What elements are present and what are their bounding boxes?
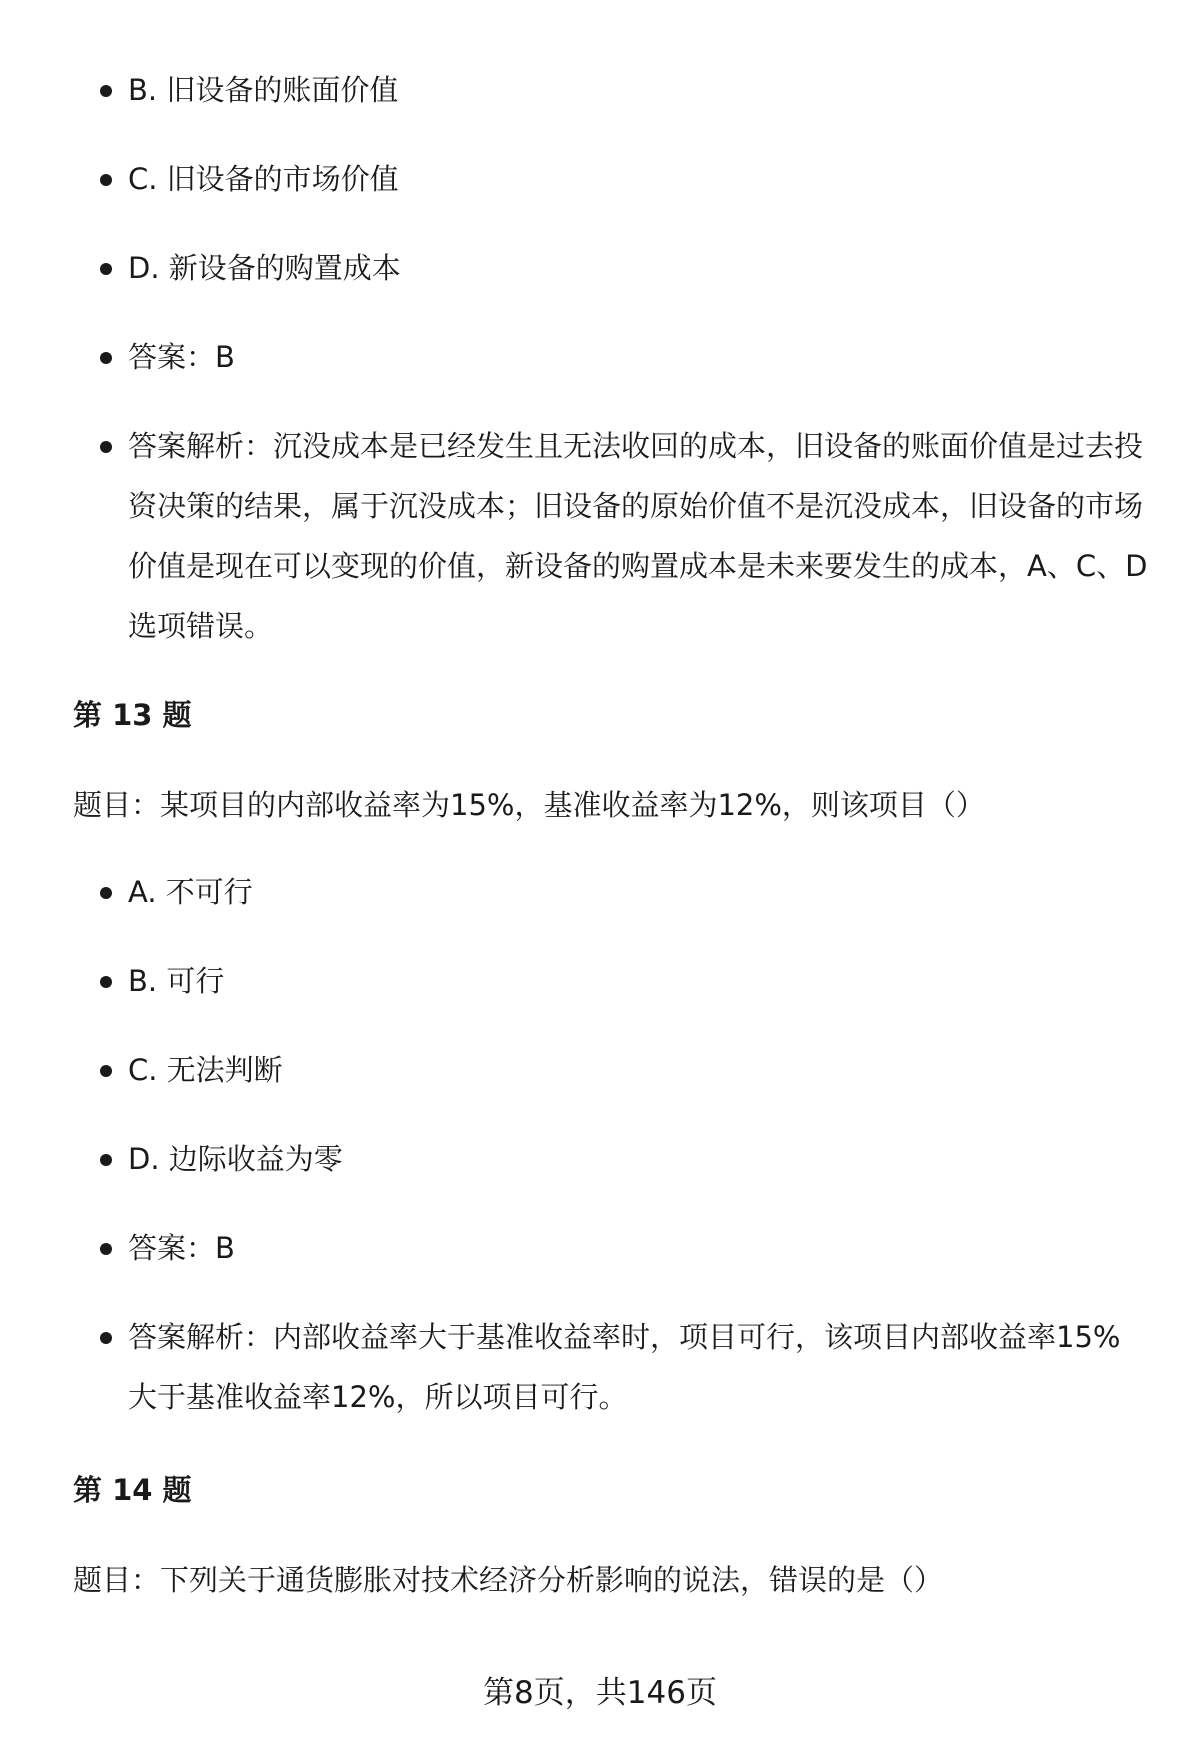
- page-number-footer: 第8页，共146页: [483, 1675, 717, 1711]
- option-c: C. 旧设备的市场价值: [73, 149, 1153, 209]
- q12-option-list: [0, 60, 1153, 656]
- option-a: A. 不可行: [73, 862, 1153, 922]
- question-13-stem: 题目：某项目的内部收益率为15%，基准收益率为12%，则该项目（）: [73, 788, 985, 822]
- question-13-heading: 第 13 题: [73, 698, 192, 732]
- option-c: C. 无法判断: [73, 1040, 1153, 1100]
- answer: 答案：B: [73, 1218, 1153, 1278]
- option-b: B. 可行: [73, 951, 1153, 1011]
- question-14-heading: 第 14 题: [73, 1473, 192, 1507]
- option-b: B. 旧设备的账面价值: [73, 60, 1153, 120]
- question-14-stem: 题目：下列关于通货膨胀对技术经济分析影响的说法，错误的是（）: [73, 1563, 944, 1597]
- answer-explanation: 答案解析：沉没成本是已经发生且无法收回的成本，旧设备的账面价值是过去投资决策的结果，属于沉没成本；旧设备的原始价值不是沉没成本，旧设备的市场价值是现在可以变现的价值，新设备的购置成本是未来要发生的成本，A、C、D选项错误。: [73, 416, 1153, 656]
- answer: 答案：B: [73, 327, 1153, 387]
- answer-explanation: 答案解析：内部收益率大于基准收益率时，项目可行，该项目内部收益率15%大于基准收益率12%，所以项目可行。: [73, 1307, 1153, 1427]
- option-d: D. 边际收益为零: [73, 1129, 1153, 1189]
- option-d: D. 新设备的购置成本: [73, 238, 1153, 298]
- q13-option-list: [0, 862, 1153, 1427]
